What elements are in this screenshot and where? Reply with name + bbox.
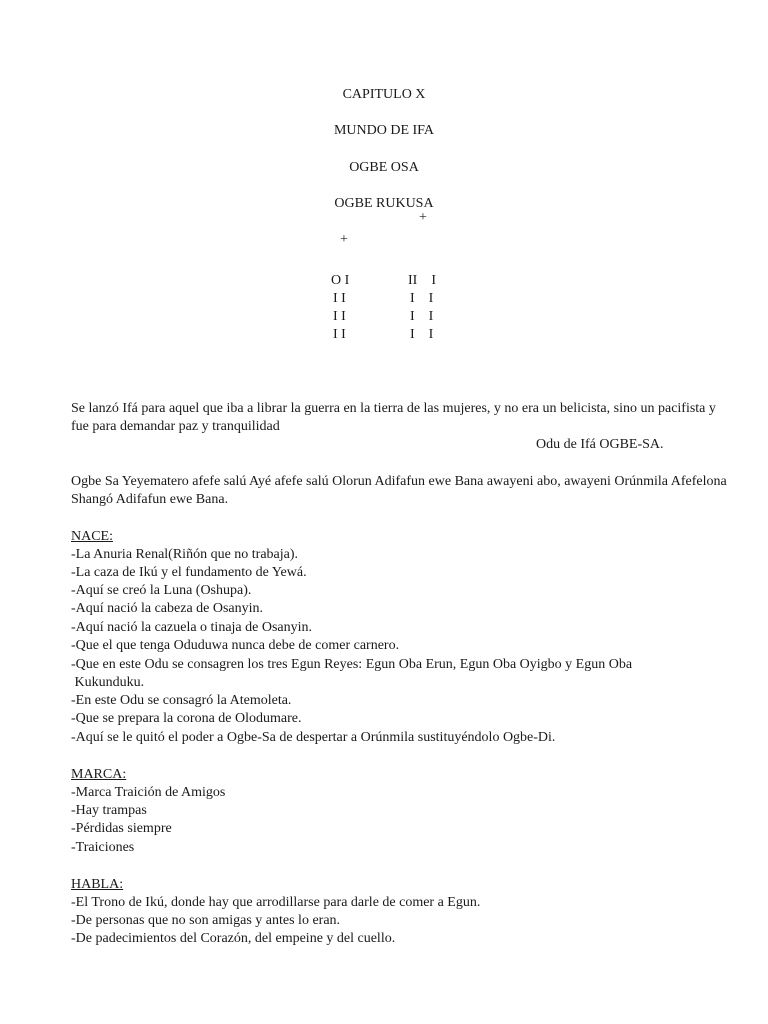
- signature-left-row: I I: [333, 327, 346, 342]
- signature-right-row: I I: [410, 327, 434, 342]
- list-item: -Pérdidas siempre: [71, 821, 172, 836]
- signature-right-row: II I: [408, 273, 436, 288]
- list-item: -De padecimientos del Corazón, del empeine y del cuello.: [71, 931, 396, 946]
- odu-alt-name: OGBE RUKUSA: [334, 196, 434, 211]
- list-item: -De personas que no son amigas y antes lo eran.: [71, 913, 341, 928]
- list-item: -El Trono de Ikú, donde hay que arrodillarse para darle de comer a Egun.: [71, 895, 481, 910]
- list-item: -Que se prepara la corona de Olodumare.: [71, 711, 302, 726]
- chapter-title: CAPITULO X: [342, 87, 426, 102]
- plus-sign-right: +: [419, 210, 427, 225]
- prayer-paragraph: Ogbe Sa Yeyematero afefe salú Ayé afefe salú Olorun Adifafun ewe Bana awayeni abo, awayeni Orúnmila Afefelona Shangó Adifafun ewe Bana.: [71, 474, 727, 507]
- list-item: -Que en este Odu se consagren los tres Egun Reyes: Egun Oba Erun, Egun Oba Oyigbo y Egun Oba: [71, 657, 633, 672]
- list-item: -Hay trampas: [71, 803, 147, 818]
- list-item: -Aquí nació la cazuela o tinaja de Osanyin.: [71, 620, 313, 635]
- list-item: -La Anuria Renal(Riñón que no trabaja).: [71, 547, 299, 562]
- list-item: -Que el que tenga Oduduwa nunca debe de comer carnero.: [71, 638, 400, 653]
- list-item: -Traiciones: [71, 840, 135, 855]
- list-item: -Marca Traición de Amigos: [71, 785, 226, 800]
- list-item: -La caza de Ikú y el fundamento de Yewá.: [71, 565, 307, 580]
- list-item: -Aquí se le quitó el poder a Ogbe-Sa de despertar a Orúnmila sustituyéndolo Ogbe-Di.: [71, 730, 556, 745]
- signature-left-row: O I: [331, 273, 350, 288]
- list-item: -Aquí se creó la Luna (Oshupa).: [71, 583, 252, 598]
- habla-heading: HABLA:: [71, 877, 124, 892]
- list-item: -En este Odu se consagró la Atemoleta.: [71, 693, 292, 708]
- signature-right-row: I I: [410, 309, 434, 324]
- intro-attribution: Odu de Ifá OGBE-SA.: [536, 437, 664, 452]
- signature-left-row: I I: [333, 291, 346, 306]
- marca-heading: MARCA:: [71, 767, 127, 782]
- list-item: -Aquí nació la cabeza de Osanyin.: [71, 601, 264, 616]
- signature-left-row: I I: [333, 309, 346, 324]
- signature-right-row: I I: [410, 291, 434, 306]
- intro-paragraph: Se lanzó Ifá para aquel que iba a librar la guerra en la tierra de las mujeres, y no era un belicista, sino un pacifista y fue para demandar paz y tranquilidad: [71, 401, 716, 434]
- list-item: Kukunduku.: [71, 675, 145, 690]
- nace-heading: NACE:: [71, 529, 113, 544]
- plus-sign-left: +: [340, 232, 348, 247]
- odu-name: OGBE OSA: [349, 160, 419, 175]
- world-title: MUNDO DE IFA: [333, 123, 435, 138]
